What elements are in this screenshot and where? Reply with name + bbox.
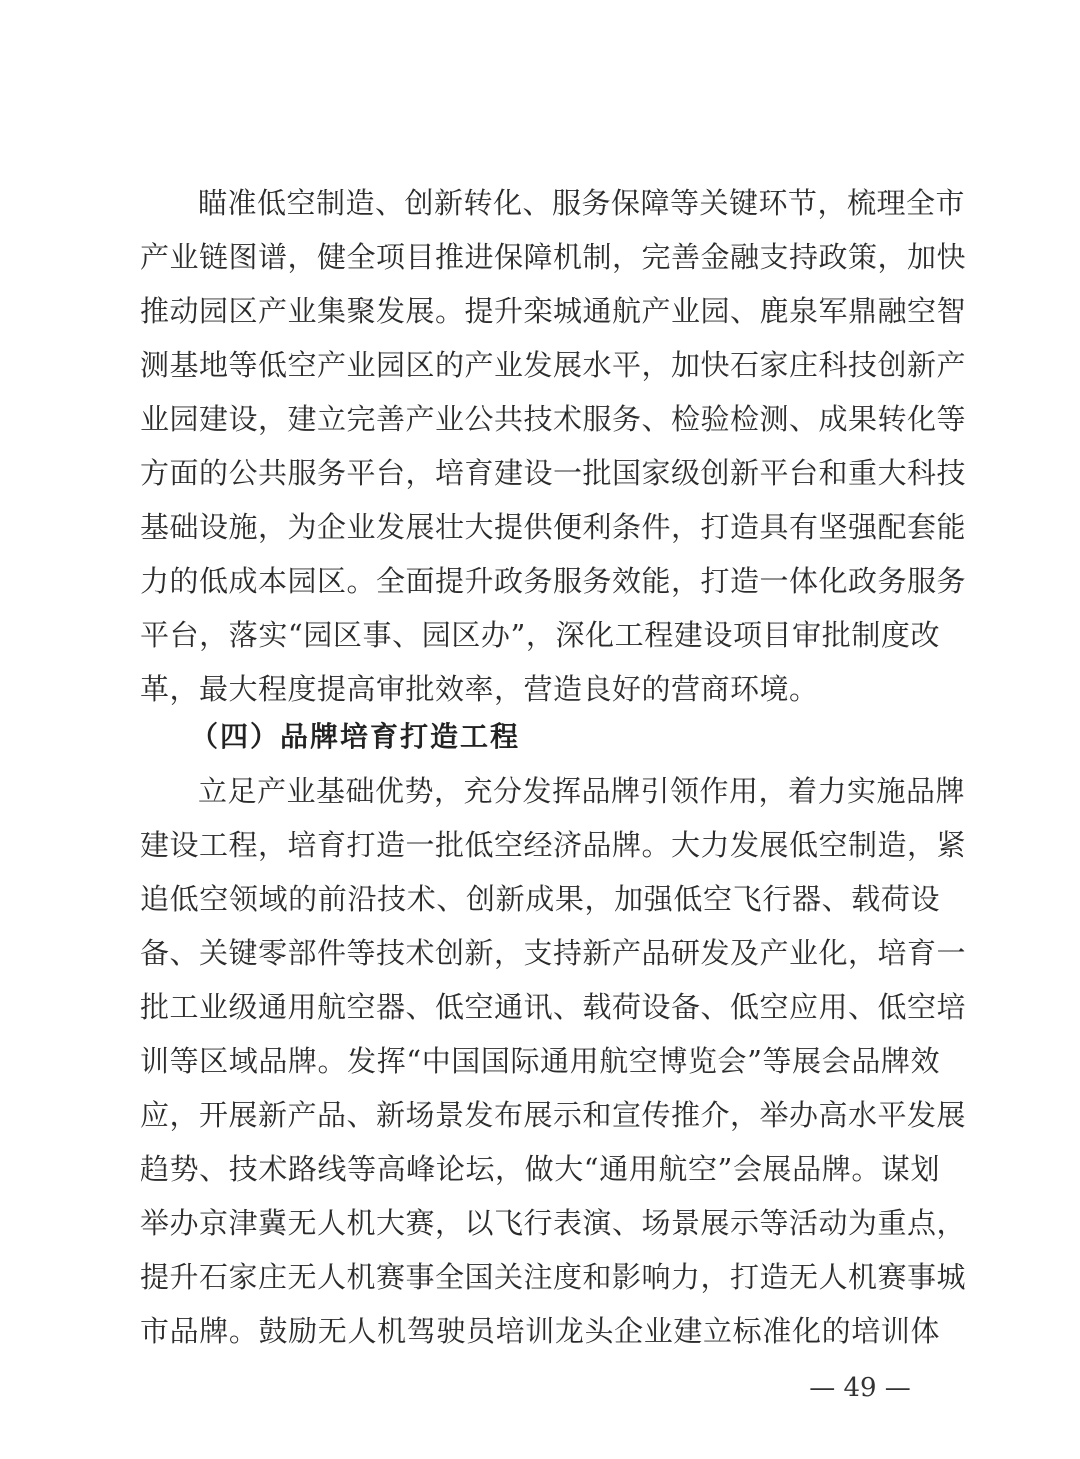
paragraph-line: 基础设施，为企业发展壮大提供便利条件，打造具有坚强配套能: [140, 510, 967, 544]
paragraph-line: 趋势、技术路线等高峰论坛，做大“通用航空”会展品牌。谋划: [140, 1152, 940, 1186]
page-number: — 49 —: [809, 1373, 911, 1403]
paragraph-line: 推动园区产业集聚发展。提升栾城通航产业园、鹿泉军鼎融空智: [140, 294, 967, 328]
paragraph-line: 备、关键零部件等技术创新，支持新产品研发及产业化，培育一: [140, 936, 967, 970]
paragraph-line: 瞄准低空制造、创新转化、服务保障等关键环节，梳理全市: [198, 186, 966, 220]
paragraph-line: 业园建设，建立完善产业公共技术服务、检验检测、成果转化等: [140, 402, 967, 436]
paragraph-line: 市品牌。鼓励无人机驾驶员培训龙头企业建立标准化的培训体: [140, 1314, 940, 1348]
paragraph-line: 举办京津冀无人机大赛，以飞行表演、场景展示等活动为重点，: [140, 1206, 967, 1240]
paragraph-line: 批工业级通用航空器、低空通讯、载荷设备、低空应用、低空培: [140, 990, 967, 1024]
paragraph-line: 训等区域品牌。发挥“中国国际通用航空博览会”等展会品牌效: [140, 1044, 940, 1078]
paragraph-line: 应，开展新产品、新场景发布展示和宣传推介，举办高水平发展: [140, 1098, 967, 1132]
section-heading: （四）品牌培育打造工程: [190, 720, 521, 753]
paragraph-line: 力的低成本园区。全面提升政务服务效能，打造一体化政务服务: [140, 564, 967, 598]
paragraph-line: 产业链图谱，健全项目推进保障机制，完善金融支持政策，加快: [140, 240, 967, 274]
paragraph-line: 提升石家庄无人机赛事全国关注度和影响力，打造无人机赛事城: [140, 1260, 967, 1294]
paragraph-line: 方面的公共服务平台，培育建设一批国家级创新平台和重大科技: [140, 456, 967, 490]
paragraph-line: 立足产业基础优势，充分发挥品牌引领作用，着力实施品牌: [198, 774, 966, 808]
paragraph-line: 平台，落实“园区事、园区办”，深化工程建设项目审批制度改: [140, 618, 940, 652]
paragraph-line: 革，最大程度提高审批效率，营造良好的营商环境。: [140, 672, 819, 706]
paragraph-line: 建设工程，培育打造一批低空经济品牌。大力发展低空制造，紧: [140, 828, 967, 862]
paragraph-line: 追低空领域的前沿技术、创新成果，加强低空飞行器、载荷设: [140, 882, 940, 916]
paragraph-line: 测基地等低空产业园区的产业发展水平，加快石家庄科技创新产: [140, 348, 967, 382]
